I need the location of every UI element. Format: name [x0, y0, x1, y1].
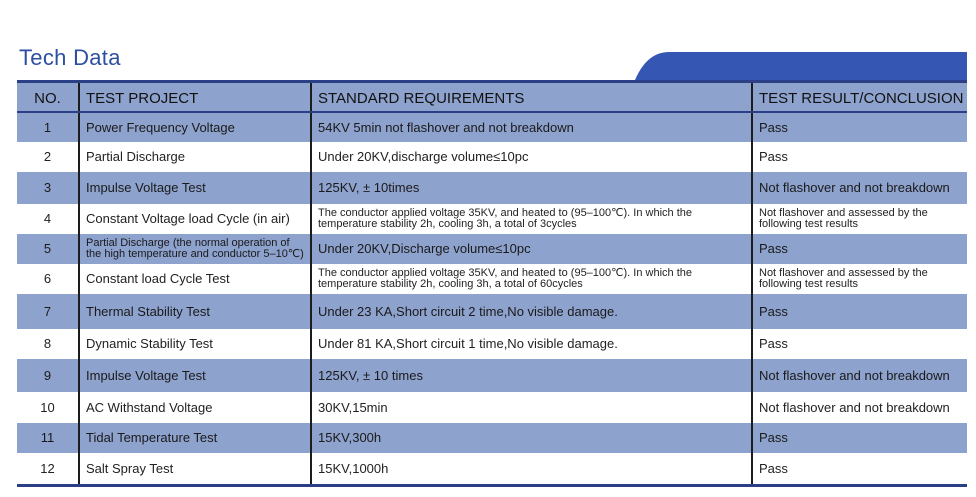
table-row: [17, 172, 967, 204]
table-row: [17, 264, 967, 294]
row-number: 11: [17, 423, 79, 453]
row-number: 7: [17, 294, 79, 329]
row-project: Power Frequency Voltage: [79, 112, 311, 142]
header-test-project: TEST PROJECT: [79, 82, 311, 112]
tech-data-table: [17, 80, 967, 487]
header-standard-requirements: STANDARD REQUIREMENTS: [311, 82, 752, 112]
row-number: 3: [17, 172, 79, 204]
row-result: Not flashover and not breakdown: [752, 172, 967, 204]
row-number: 12: [17, 453, 79, 486]
row-result: Pass: [752, 142, 967, 172]
row-result: Not flashover and not breakdown: [752, 359, 967, 392]
row-number: 9: [17, 359, 79, 392]
table-header-row: [17, 82, 967, 112]
table-row: [17, 204, 967, 234]
row-requirements: 30KV,15min: [311, 392, 752, 423]
row-result: Pass: [752, 329, 967, 359]
row-requirements: 15KV,300h: [311, 423, 752, 453]
table-row: [17, 294, 967, 329]
row-requirements: The conductor applied voltage 35KV, and heated to (95–100℃). In which the temperature stability 2h, cooling 3h, a total of 60cycles: [311, 264, 752, 294]
row-requirements: 15KV,1000h: [311, 453, 752, 486]
row-result: Pass: [752, 453, 967, 486]
row-number: 8: [17, 329, 79, 359]
table-row: [17, 142, 967, 172]
row-requirements: Under 20KV,Discharge volume≤10pc: [311, 234, 752, 264]
row-project: Partial Discharge (the normal operation of the high temperature and conductor 5–10℃): [79, 234, 311, 264]
row-project: Impulse Voltage Test: [79, 359, 311, 392]
row-requirements: 125KV, ± 10times: [311, 172, 752, 204]
tech-data-table-container: [17, 80, 967, 487]
header-test-result: TEST RESULT/CONCLUSION: [752, 82, 967, 112]
row-requirements: The conductor applied voltage 35KV, and heated to (95–100℃). In which the temperature stability 2h, cooling 3h, a total of 3cycles: [311, 204, 752, 234]
row-project: Dynamic Stability Test: [79, 329, 311, 359]
table-row: [17, 359, 967, 392]
row-result: Pass: [752, 294, 967, 329]
row-number: 4: [17, 204, 79, 234]
row-project: Tidal Temperature Test: [79, 423, 311, 453]
row-number: 6: [17, 264, 79, 294]
row-number: 2: [17, 142, 79, 172]
row-requirements: Under 81 KA,Short circuit 1 time,No visible damage.: [311, 329, 752, 359]
row-requirements: 54KV 5min not flashover and not breakdown: [311, 112, 752, 142]
row-project: AC Withstand Voltage: [79, 392, 311, 423]
table-row: [17, 423, 967, 453]
row-result: Not flashover and not breakdown: [752, 392, 967, 423]
page-title: Tech Data: [19, 45, 121, 70]
row-result: Pass: [752, 423, 967, 453]
row-requirements: Under 20KV,discharge volume≤10pc: [311, 142, 752, 172]
row-requirements: 125KV, ± 10 times: [311, 359, 752, 392]
row-number: 10: [17, 392, 79, 423]
table-row: [17, 112, 967, 142]
row-number: 5: [17, 234, 79, 264]
header-no: NO.: [17, 82, 79, 112]
row-result: Pass: [752, 234, 967, 264]
row-result: Pass: [752, 112, 967, 142]
row-project: Thermal Stability Test: [79, 294, 311, 329]
table-row: [17, 234, 967, 264]
row-result: Not flashover and assessed by the following test results: [752, 204, 967, 234]
table-row: [17, 392, 967, 423]
row-number: 1: [17, 112, 79, 142]
row-project: Impulse Voltage Test: [79, 172, 311, 204]
title-bar-decoration: [17, 48, 967, 80]
row-project: Constant Voltage load Cycle (in air): [79, 204, 311, 234]
row-result: Not flashover and assessed by the following test results: [752, 264, 967, 294]
row-project: Constant load Cycle Test: [79, 264, 311, 294]
row-requirements: Under 23 KA,Short circuit 2 time,No visible damage.: [311, 294, 752, 329]
table-row: [17, 329, 967, 359]
table-row: [17, 453, 967, 486]
row-project: Partial Discharge: [79, 142, 311, 172]
row-project: Salt Spray Test: [79, 453, 311, 486]
